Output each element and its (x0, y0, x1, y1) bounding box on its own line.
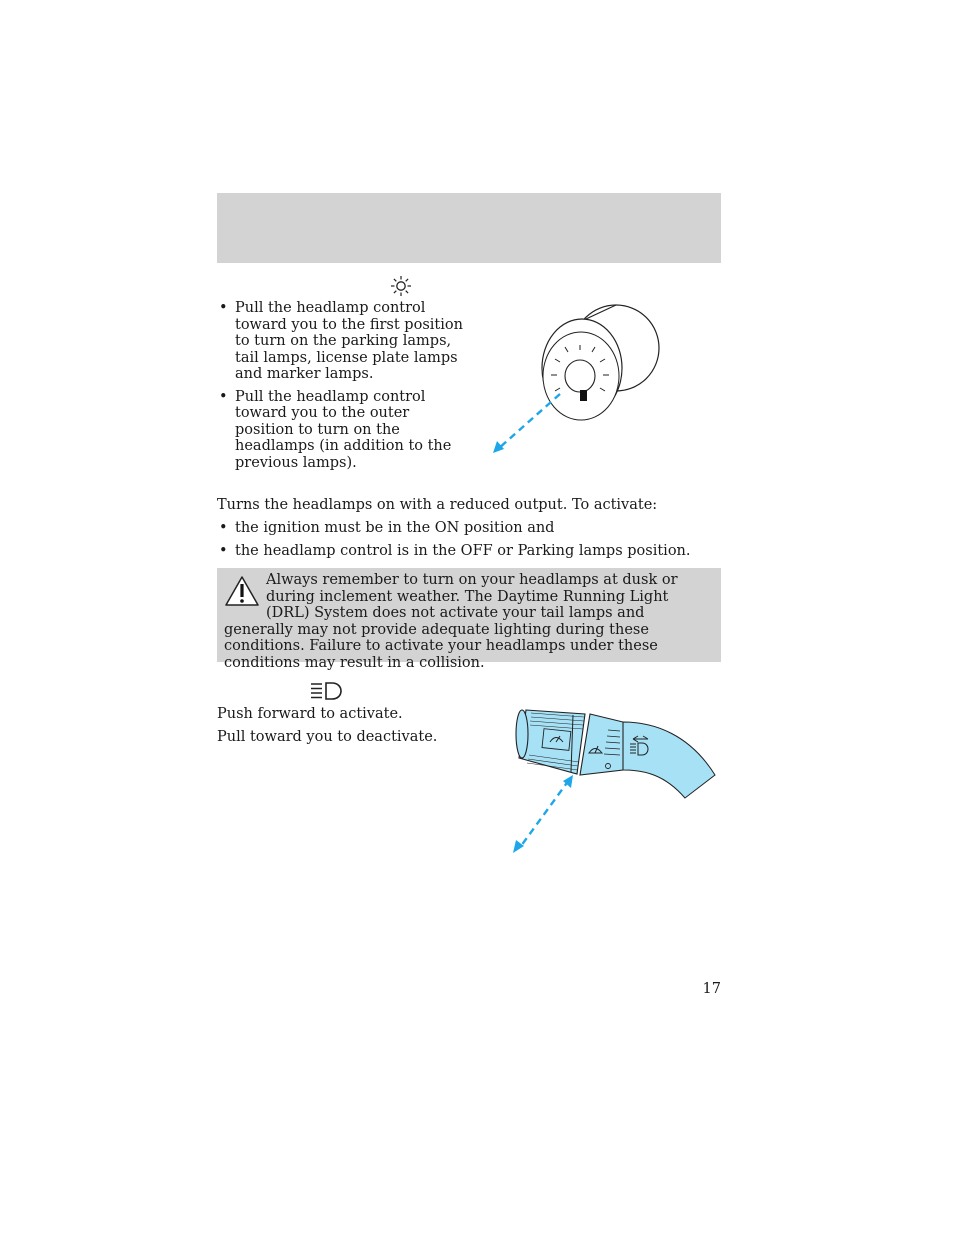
warning-triangle-icon (224, 574, 260, 608)
sun-icon (390, 275, 412, 297)
multifunction-lever-illustration (505, 700, 720, 860)
headlamp-bullet-list (217, 300, 469, 471)
page-number: 17 (702, 981, 721, 997)
header-band (217, 193, 721, 263)
warning-text: Always remember to turn on your headlamps at dusk or during inclement weather. The Daytime Running Light (DRL) System does not activate your tail lamps and generally may not provide adequate lighting during these conditions. Failure to activate your headlamps under these conditions may result in a collision. (224, 572, 678, 671)
high-beam-icon (310, 681, 342, 701)
drl-bullet-2: • the headlamp control is in the OFF or Parking lamps position. (217, 543, 721, 560)
headlamp-control-illustration (488, 300, 666, 460)
high-beam-line-1: Push forward to activate. (217, 706, 403, 722)
warning-box (217, 568, 721, 671)
high-beam-line-2: Pull toward you to deactivate. (217, 729, 438, 745)
headlamp-bullet-2: • Pull the headlamp control toward you to the outer position to turn on the headlamps (in addition to the previous lamps). (217, 389, 469, 472)
drl-bullet-1: • the ignition must be in the ON position and (217, 520, 721, 537)
drl-bullet-list (217, 520, 721, 560)
headlamp-bullet-1: • Pull the headlamp control toward you to the first position to turn on the parking lamps, tail lamps, license plate lamps and marker lamps. (217, 300, 469, 383)
drl-intro: Turns the headlamps on with a reduced output. To activate: (217, 497, 658, 513)
